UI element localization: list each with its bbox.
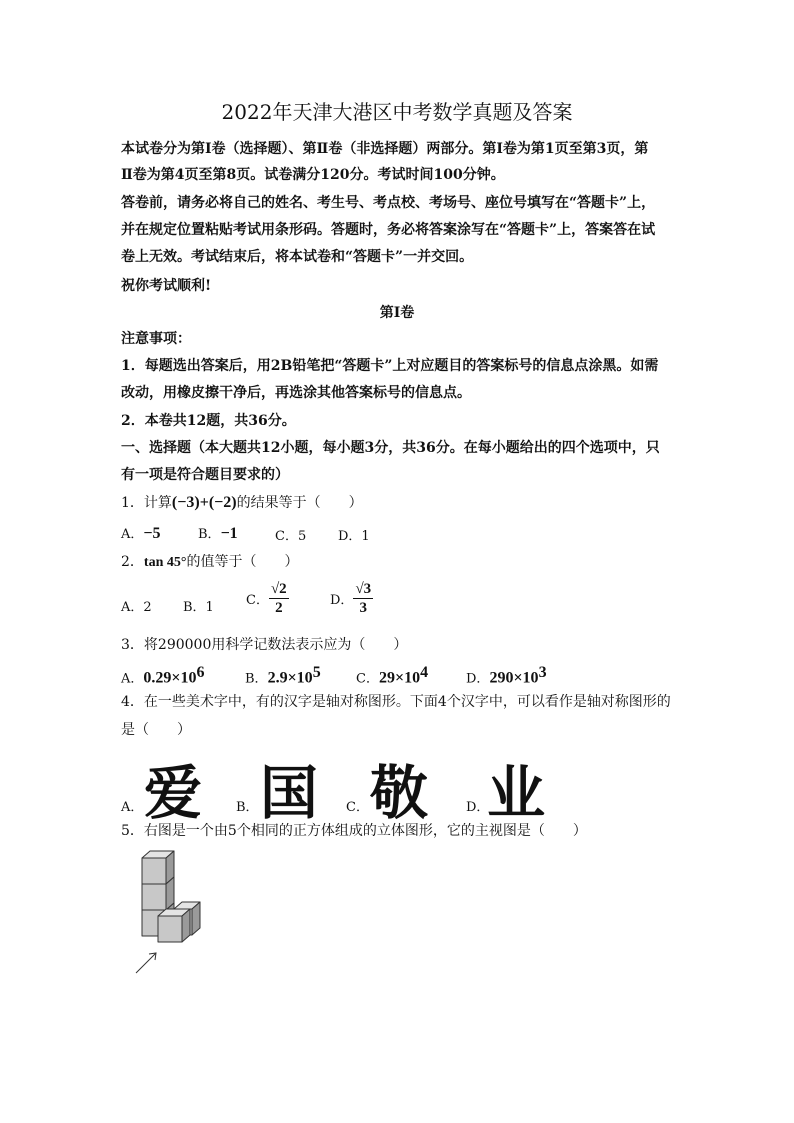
q1-option-c[interactable]: C．5 xyxy=(275,529,307,544)
section-title: 第Ⅰ卷 xyxy=(379,305,415,321)
q2-d-denominator: 3 xyxy=(359,600,368,616)
q1-expr: (−3)+(−2) xyxy=(171,494,237,511)
intro-line-6: 祝你考试顺利! xyxy=(121,278,212,294)
q3-option-c[interactable]: C．$29\times 10^4$ xyxy=(356,664,429,687)
note-1a: 1．每题选出答案后，用2B铅笔把“答题卡”上对应题目的答案标号的信息点涂黑。如需 xyxy=(121,358,659,374)
q4-glyph-ai[interactable]: 爱 xyxy=(144,759,203,827)
q3-option-d[interactable]: D．$290\times 10^3$ xyxy=(466,664,547,687)
q1-pre: 1．计算 xyxy=(121,495,172,511)
question-2: 2．tan 45°的值等于（ ） xyxy=(121,554,299,570)
intro-line-1: 本试卷分为第Ⅰ卷（选择题）、第Ⅱ卷（非选择题）两部分。第Ⅰ卷为第1页至第3页，第 xyxy=(121,141,649,157)
intro-line-2: Ⅱ卷为第4页至第8页。试卷满分120分。考试时间100分钟。 xyxy=(121,167,505,183)
q1-option-a[interactable]: A．−5 xyxy=(121,525,161,542)
view-direction-arrow xyxy=(136,953,156,973)
cube-front-face xyxy=(142,884,166,910)
q4-glyph-ye[interactable]: 业 xyxy=(487,759,546,827)
q2-d-numerator: √3 xyxy=(355,581,372,597)
note-1b: 改动，用橡皮擦干净后，再选涂其他答案标号的信息点。 xyxy=(121,385,471,401)
cube-figure xyxy=(128,848,208,980)
part1-heading-b: 有一项是符合题目要求的） xyxy=(121,467,289,483)
intro-line-4: 并在规定位置粘贴考试用条形码。答题时，务必将答案涂写在“答题卡”上，答案答在试 xyxy=(121,222,656,238)
q4-glyph-jing[interactable]: 敬 xyxy=(370,759,429,827)
question-4-b: 是（ ） xyxy=(121,722,191,738)
q4-option-d-label[interactable]: D． xyxy=(466,800,490,815)
q3-option-b[interactable]: B．$2.9\times 10^5$ xyxy=(245,664,321,687)
part1-heading-a: 一、选择题（本大题共12小题，每小题3分，共36分。在每小题给出的四个选项中，只 xyxy=(121,440,660,456)
q2-option-c[interactable]: C． $\frac{√2}{2}$ xyxy=(246,581,287,616)
cube-front-face xyxy=(158,916,182,942)
q4-option-c-label[interactable]: C． xyxy=(346,800,369,815)
page-title: 2022年天津大港区中考数学真题及答案 xyxy=(221,100,573,124)
question-3: 3．将290000用科学记数法表示应为（ ） xyxy=(121,637,408,653)
q1-option-d[interactable]: D．1 xyxy=(338,529,370,544)
q1-post: 的结果等于（ ） xyxy=(236,495,363,511)
question-5: 5．右图是一个由5个相同的正方体组成的立体图形，它的主视图是（ ） xyxy=(121,823,587,839)
question-1 xyxy=(121,492,363,512)
q2-option-d[interactable]: D． $\frac{√3}{3}$ xyxy=(330,581,372,616)
cube-front-face xyxy=(142,858,166,884)
q4-glyph-guo[interactable]: 国 xyxy=(260,759,319,827)
q1-option-b[interactable]: B．−1 xyxy=(198,525,238,542)
q2-c-denominator: 2 xyxy=(275,600,283,616)
q4-option-a-label[interactable]: A． xyxy=(121,800,144,815)
q2-expr: tan 45° xyxy=(143,555,187,570)
q3-option-a[interactable]: A．$0.29\times 10^6$ xyxy=(121,664,205,687)
q2-option-a[interactable]: A．2 xyxy=(121,600,152,615)
question-4-a: 4．在一些美术字中，有的汉字是轴对称图形。下面4个汉字中，可以看作是轴对称图形的 xyxy=(121,694,671,710)
notes-heading: 注意事项： xyxy=(121,331,191,347)
q2-c-numerator: √2 xyxy=(270,581,287,597)
q4-option-b-label[interactable]: B． xyxy=(236,800,259,815)
q2-option-b[interactable]: B．1 xyxy=(183,600,214,615)
note-2: 2．本卷共12题，共36分。 xyxy=(121,413,296,429)
intro-line-3: 答卷前，请务必将自己的姓名、考生号、考点校、考场号、座位号填写在“答题卡”上， xyxy=(121,195,656,211)
intro-line-5: 卷上无效。考试结束后，将本试卷和“答题卡”一并交回。 xyxy=(121,249,474,265)
